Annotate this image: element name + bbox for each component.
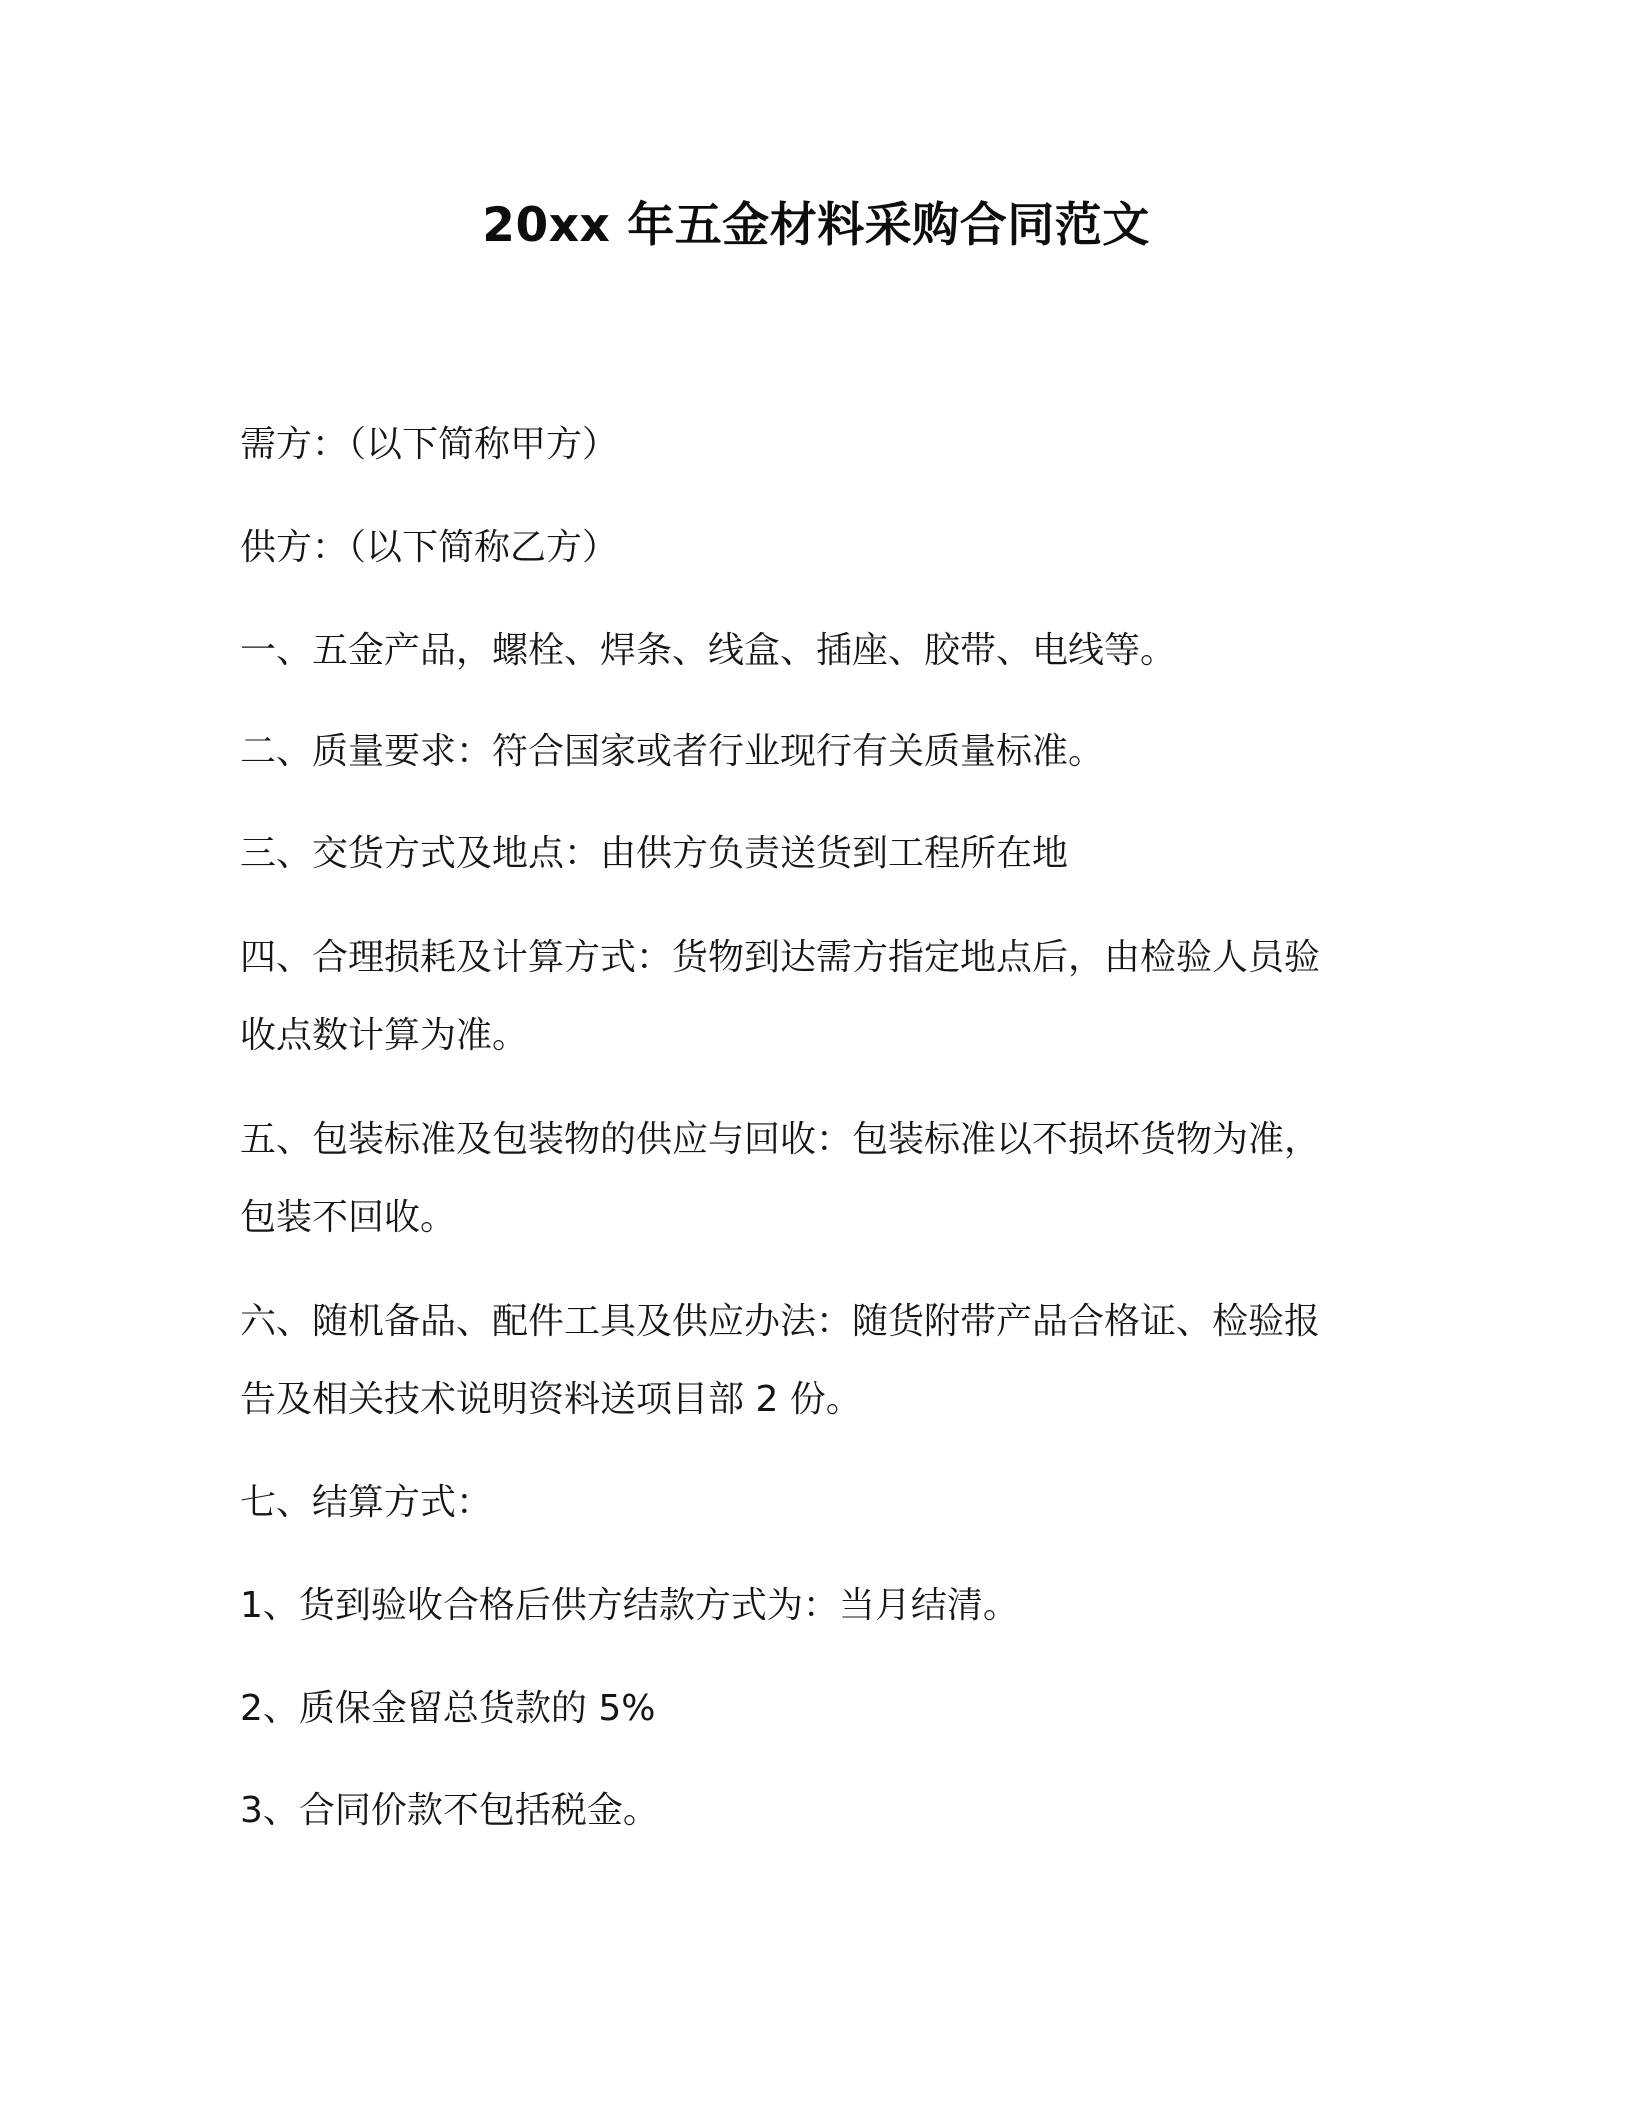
paragraph-clause-7 <box>240 1464 1370 1542</box>
paragraph-line: 二、质量要求：符合国家或者行业现行有关质量标准。 <box>240 731 1105 772</box>
paragraph-clause-1 <box>240 612 1370 690</box>
paragraph-line: 收点数计算为准。 <box>240 1015 529 1056</box>
paragraph-line: 1、货到验收合格后供方结款方式为：当月结清。 <box>240 1585 1019 1626</box>
paragraph-buyer <box>240 406 1370 484</box>
paragraph-line: 3、合同价款不包括税金。 <box>240 1790 659 1831</box>
paragraph-settlement-1 <box>240 1567 1370 1645</box>
paragraph-line: 一、五金产品，螺栓、焊条、线盒、插座、胶带、电线等。 <box>240 630 1177 671</box>
paragraph-line: 告及相关技术说明资料送项目部 2 份。 <box>240 1379 862 1420</box>
paragraph-line: 2、质保金留总货款的 5% <box>240 1688 656 1729</box>
paragraph-line: 包装不回收。 <box>240 1197 457 1238</box>
paragraph-line: 四、合理损耗及计算方式：货物到达需方指定地点后，由检验人员验 <box>240 937 1321 978</box>
paragraph-line: 五、包装标准及包装物的供应与回收：包装标准以不损坏货物为准， <box>240 1119 1321 1160</box>
paragraph-clause-6 <box>240 1283 1370 1439</box>
paragraph-line: 六、随机备品、配件工具及供应办法：随货附带产品合格证、检验报 <box>240 1301 1321 1342</box>
paragraph-supplier <box>240 509 1370 587</box>
paragraph-clause-5 <box>240 1101 1370 1257</box>
document-title: 20xx 年五金材料采购合同范文 <box>482 198 1150 253</box>
paragraph-line: 七、结算方式： <box>240 1482 493 1523</box>
paragraph-clause-2 <box>240 713 1370 791</box>
paragraph-settlement-3 <box>240 1772 1370 1850</box>
paragraph-clause-3 <box>240 815 1370 893</box>
paragraph-line: 三、交货方式及地点：由供方负责送货到工程所在地 <box>240 833 1069 874</box>
paragraph-settlement-2 <box>240 1670 1370 1748</box>
paragraph-line: 需方：（以下简称甲方） <box>240 424 619 465</box>
paragraph-line: 供方：（以下简称乙方） <box>240 527 619 568</box>
paragraph-clause-4 <box>240 919 1370 1075</box>
